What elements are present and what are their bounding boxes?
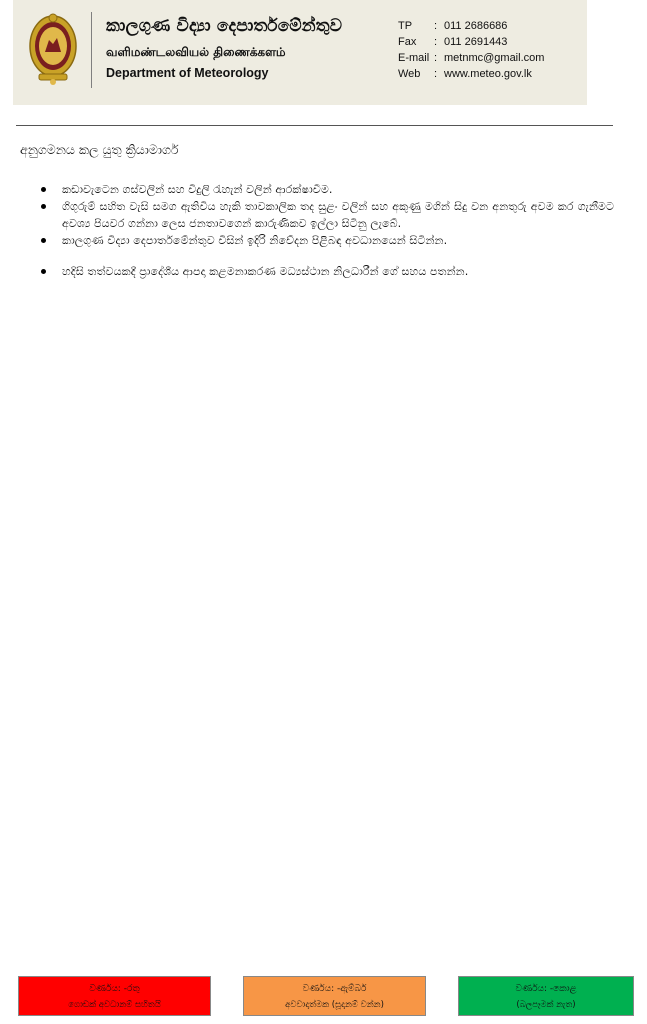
action-item: කාලගුණ විද්‍යා දෙපාර්තමේන්තුව විසින් ඉදිරි නිවේදන පිළිබඳ අවධානයෙන් සිටින්න.: [38, 232, 614, 249]
legend-label: වර්ණය: -රතු: [89, 984, 140, 994]
letterhead: [13, 0, 587, 105]
contact-label: Fax: [398, 36, 417, 48]
legend-description: ගොඩක් අවධානම් සහිතයි: [68, 1000, 161, 1010]
contact-label: TP: [398, 20, 413, 32]
action-item: හදිසි තත්වයකදී ප්‍රාදේශීය ආපදා කළමනාකරණ මධ්‍යස්ථාන නිලධාරීන් ගේ සහය පතන්න.: [38, 263, 614, 280]
legend-amber-box: [243, 976, 426, 1016]
contact-separator: :: [434, 68, 438, 80]
department-title-sinhala: කාලගුණ විද්‍යා දෙපාර්තමේන්තුව: [106, 16, 343, 36]
legend-description: (බලපෑමක් නැත): [516, 1000, 576, 1010]
legend-description: අවවාදාත්මක (සූදානම් වන්න): [285, 1000, 384, 1010]
section-heading: අනුගමනය කල යුතු ක්‍රියාමාර්ග: [20, 142, 179, 157]
contact-block: [398, 18, 544, 82]
action-item: ගිගුරුම් සහිත වැසි සමග ඇතිවිය හැකි තාවකාලික තද සුළං වලින් සහ අකුණු මගින් සිදු වන අනතුරු අවම කර ගැනීමට අවශ්‍ය පියවර ගන්නා ලෙස ජනතාවගෙන් කාරුණිකව ඉල්ලා සිටිනු ලැබේ.: [38, 198, 614, 232]
contact-value: metnmc@gmail.com: [444, 52, 545, 64]
legend-green-box: [458, 976, 634, 1016]
legend-red-box: [18, 976, 211, 1016]
contact-label: E-mail: [398, 52, 430, 64]
action-item: කඩාවැටෙන ගස්වලින් සහ විදුලි රැහැන් වලින් ආරක්ෂාවීම.: [38, 181, 614, 198]
legend-label: වර්ණය: -කොළ: [515, 984, 577, 994]
contact-value: 011 2686686: [444, 20, 508, 32]
department-title-tamil: வளிமண்டலவியல் திணைக்களம்: [106, 45, 286, 59]
contact-separator: :: [434, 36, 438, 48]
contact-separator: :: [434, 20, 438, 32]
contact-row-web: [398, 66, 544, 82]
contact-value: www.meteo.gov.lk: [444, 68, 532, 80]
legend-label: වර්ණය: -ඇම්බර්: [302, 984, 367, 994]
action-list: [38, 181, 614, 280]
contact-row-fax: [398, 34, 544, 50]
department-title-english: Department of Meteorology: [106, 66, 269, 80]
contact-row-email: [398, 50, 544, 66]
contact-row-phone: [398, 18, 544, 34]
sri-lanka-emblem-icon: [27, 12, 79, 86]
horizontal-rule: [16, 125, 613, 126]
contact-label: Web: [398, 68, 421, 80]
contact-value: 011 2691443: [444, 36, 508, 48]
header-divider: [91, 12, 92, 88]
contact-separator: :: [434, 52, 438, 64]
